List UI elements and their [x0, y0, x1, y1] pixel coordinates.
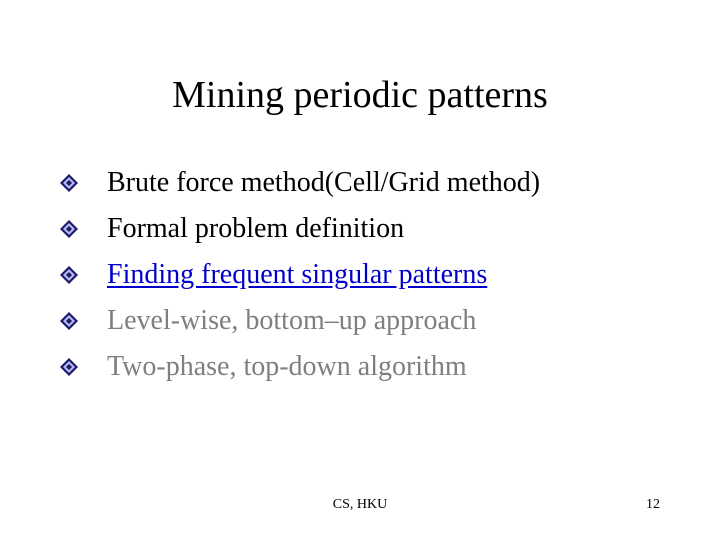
diamond-bullet-icon [60, 358, 78, 376]
bullet-item [0, 160, 720, 206]
diamond-bullet-icon [60, 174, 78, 192]
bullet-item [0, 298, 720, 344]
bullet-text: Level-wise, bottom–up approach [107, 305, 477, 336]
slide-title: Mining periodic patterns [172, 74, 548, 116]
diamond-bullet-icon [60, 220, 78, 238]
bullet-text: Two-phase, top-down algorithm [107, 351, 467, 382]
bullet-list [0, 160, 720, 390]
bullet-link-text[interactable]: Finding frequent singular patterns [107, 259, 488, 290]
diamond-bullet-icon [60, 312, 78, 330]
diamond-bullet-icon [60, 266, 78, 284]
bullet-item [0, 206, 720, 252]
bullet-item [0, 344, 720, 390]
footer-label: CS, HKU [332, 497, 388, 512]
bullet-text: Brute force method(Cell/Grid method) [107, 167, 541, 198]
bullet-text: Formal problem definition [107, 213, 405, 244]
bullet-item-link[interactable] [0, 252, 720, 298]
page-number: 12 [646, 497, 660, 512]
